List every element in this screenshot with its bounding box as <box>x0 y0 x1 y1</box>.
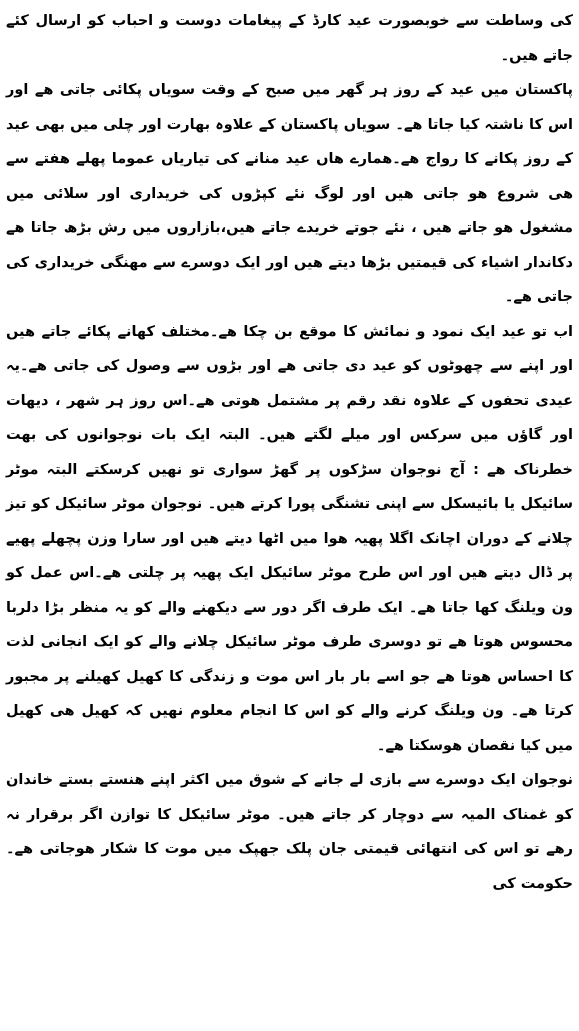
paragraph-1: کی وساطت سے خوبصورت عید کارڈ کے پیغامات دوست و احباب کو ارسال کئے جاتے ھیں۔ <box>6 13 573 64</box>
paragraph-4: نوجوان ایک دوسرے سے بازی لے جانے کے شوق میں اکثر اپنے ھنستے بستے خاندان کو غمناک المیہ سے دوچار کر جاتے ھیں۔ موٹر سائیکل کا توازن اگر برقرار نہ رھے تو اس کی انتھائی قیمتی جان پلک جھپک میں موت کا شکار ھوجاتی ھے۔حکومت کی <box>6 772 573 892</box>
paragraph-3: اب تو عید ایک نمود و نمائش کا موقع بن چکا ھے۔مختلف کھانے پکائے جاتے ھیں اور اپنے سے چھوٹوں کو عید دی جاتی ھے اور بڑوں سے وصول کی جاتی ھے۔یہ عیدی تحفوں کے علاوہ نقد رقم پر مشتمل ھوتی ھے۔اس روز ہر شھر ، دیھات اور گاؤں میں سرکس اور میلے لگتے ھیں۔ البتہ ایک بات نوجوانوں کی بھت خطرناک ھے : آج نوجوان سڑکوں پر گھڑ سواری تو نھیں کرسکتے البتہ موٹر سائیکل یا بائیسکل سے اپنی تشنگی پورا کرتے ھیں۔ نوجوان موٹر سائیکل کو تیز چلانے کے دوران اچانک اگلا پھیہ ھوا میں اٹھا دیتے ھیں اور سارا وزن پچھلے پھیے پر ڈال دیتے ھیں اور اس طرح موٹر سائیکل ایک پھیہ پر چلتی ھے۔اس عمل کو ون ویلنگ کھا جاتا ھے۔ ایک طرف اگر دور سے دیکھنے والے کو یہ منظر بڑا دلربا محسوس ھوتا ھے تو دوسری طرف موٹر سائیکل چلانے والے کو ایک انجانی لذت کا احساس ھوتا ھے جو اسے بار بار اس موت و زندگی کا کھیل کھیلنے پر مجبور کرتا ھے۔ ون ویلنگ کرنے والے کو اس کا انجام معلوم نھیں کہ کھیل ھی کھیل میں کیا نقصان ھوسکتا ھے۔ <box>6 323 573 754</box>
paragraph-2: پاکستان میں عید کے روز ہر گھر میں صبح کے وقت سویاں پکائی جاتی ھے اور اس کا ناشتہ کیا جاتا ھے۔ سویاں پاکستان کے علاوہ بھارت اور چلی میں بھی عید کے روز پکانے کا رواج ھے۔ھمارے ھاں عید منانے کی تیاریاں عموما پھلے ھفتے سے ھی شروع ھو جاتی ھیں اور لوگ نئے کپڑوں کی خریداری اور سلائی میں مشغول ھو جاتے ھیں ، نئے جوتے خریدے جاتے ھیں،بازاروں میں رش بڑھ جاتا ھے دکاندار اشیاء کی قیمتیں بڑھا دیتے ھیں اور ایک دوسرے سے مھنگی خریداری کی جاتی ھے۔ <box>6 82 573 305</box>
article-body <box>6 4 573 901</box>
